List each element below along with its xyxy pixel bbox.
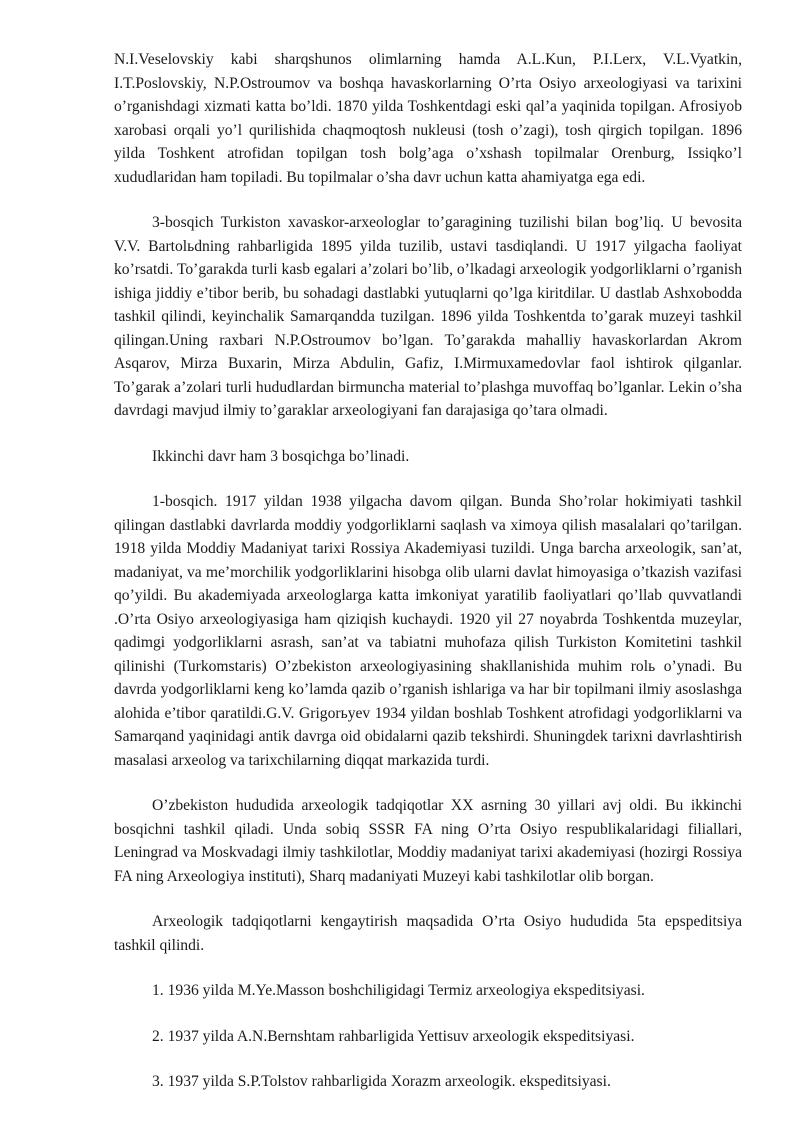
list-item-termiz-expedition: 1. 1936 yilda M.Ye.Masson boshchiligidagi Termiz arxeologiya ekspeditsiyasi.: [152, 982, 645, 999]
paragraph-second-period: Ikkinchi davr ham 3 bosqichga bo’linadi.: [152, 447, 410, 465]
paragraph-stage-3: 3-bosqich Turkiston xavaskor-arxeologlar to’garagining tuzilishi bilan bog’liq. U bevosita V.V. Bartolьdning rahbarligida 1895 yilda tuzilib, ustavi tasdiqlandi. U 1917 yilgacha faoliyat ko’rsatdi. To’garakda turli kasb egalari a’zolari bo’lib, o’lkadagi arxeologik yodgorliklarni o’rganish ishiga jiddiy e’tibor berib, bu sohadagi dastlabki yutuqlarni qo’lga kiritdilar. U dastlab Ashxobodda tashkil qilindi, keyinchalik Samarqandda tuzilgan. 1896 yilda Toshkentda to’garak muzeyi tashkil qilingan.Uning raxbari N.P.Ostroumov bo’lgan. To’garakda mahalliy havaskorlardan Akrom Asqarov, Mirza Buxarin, Mirza Abdulin, Gafiz, I.Mirmuxamedovlar faol ishtirok qilganlar. To’garak a’zolari turli hududlardan birmuncha material to’plashga muvoffaq bo’lganlar. Lekin o’sha davrdagi mavjud ilmiy to’garaklar arxeologiyani fan darajasiga qo’tara olmadi.: [114, 214, 742, 419]
document-page: [114, 48, 742, 1116]
paragraph-expeditions-intro: Arxeologik tadqiqotlarni kengaytirish maqsadida O’rta Osiyo hududida 5ta epspeditsiya tashkil qilindi.: [114, 913, 742, 954]
paragraph-stage-1: 1-bosqich. 1917 yildan 1938 yilgacha davom qilgan. Bunda Sho’rolar hokimiyati tashkil qilingan dastlabki davrlarda moddiy yodgorliklarni saqlash va ximoya qilish masalalari qo’tarilgan. 1918 yilda Moddiy Madaniyat tarixi Rossiya Akademiyasi tuzildi. Unga barcha arxeologik, san’at, madaniyat, va me’morchilik yodgorliklarini hisobga olib ularni davlat himoyasiga o’tkazish vazifasi qo’yildi. Bu akademiyada arxeologlarga katta imkoniyat yaratilib faoliyatlari qo’llab quvvatlandi .O’rta Osiyo arxeologiyasiga ham qiziqish kuchaydi. 1920 yil 27 noyabrda Toshkentda muzeylar, qadimgi yodgorliklarni asrash, san’at va tabiatni muhofaza qilish Turkiston Komitetini tashkil qilinishi (Turkomstaris) O’zbekiston arxeologiyasining shakllanishida muhim rolь o’ynadi. Bu davrda yodgorliklarni keng ko’lamda qazib o’rganish ishlariga va har bir topilmani ilmiy asoslashga alohida e’tibor qaratildi.G.V. Grigorьyev 1934 yildan boshlab Toshkent atrofidagi yodgorliklarni va Samarqand yaqinidagi antik davrga oid obidalarni qazib tekshirdi. Shuningdek tarixni davrlashtirish masalasi arxeolog va tarixchilarning diqqat markazida turdi.: [114, 493, 742, 769]
list-item-yettisuv-expedition: 2. 1937 yilda A.N.Bernshtam rahbarligida Yettisuv arxeologik ekspeditsiyasi.: [152, 1027, 635, 1045]
paragraph-scholars: N.I.Veselovskiy kabi sharqshunos olimlarning hamda A.L.Kun, P.I.Lerx, V.L.Vyatkin, I.T.Poslovskiy, N.P.Ostroumov va boshqa havaskorlarning O’rta Osiyo arxeologiyasi va tarixini o’rganishdagi xizmati katta bo’ldi. 1870 yilda Toshkentdagi eski qal’a yaqinida topilgan. Afrosiyob xarobasi orqali yo’l qurilishida chaqmoqtosh nukleusi (tosh o’zagi), tosh qirgich topilgan. 1896 yilda Toshkent atrofidan topilgan tosh bolg’aga o’xshash topilmalar Orenburg, Issiqko’l xududlaridan ham topiladi. Bu topilmalar o’sha davr uchun katta ahamiyatga ega edi.: [114, 51, 742, 186]
list-item-xorazm-expedition: 3. 1937 yilda S.P.Tolstov rahbarligida Xorazm arxeologik. ekspeditsiyasi.: [152, 1073, 611, 1090]
paragraph-uzbekistan-research: O’zbekiston hududida arxeologik tadqiqotlar XX asrning 30 yillari avj oldi. Bu ikkinchi bosqichni tashkil qiladi. Unda sobiq SSSR FA ning O’rta Osiyo respublikalaridagi filiallari, Leningrad va Moskvadagi ilmiy tashkilotlar, Moddiy madaniyat tarixi akademiyasi (hozirgi Rossiya FA ning Arxeologiya instituti), Sharq madaniyati Muzeyi kabi tashkilotlar olib borgan.: [114, 797, 742, 885]
